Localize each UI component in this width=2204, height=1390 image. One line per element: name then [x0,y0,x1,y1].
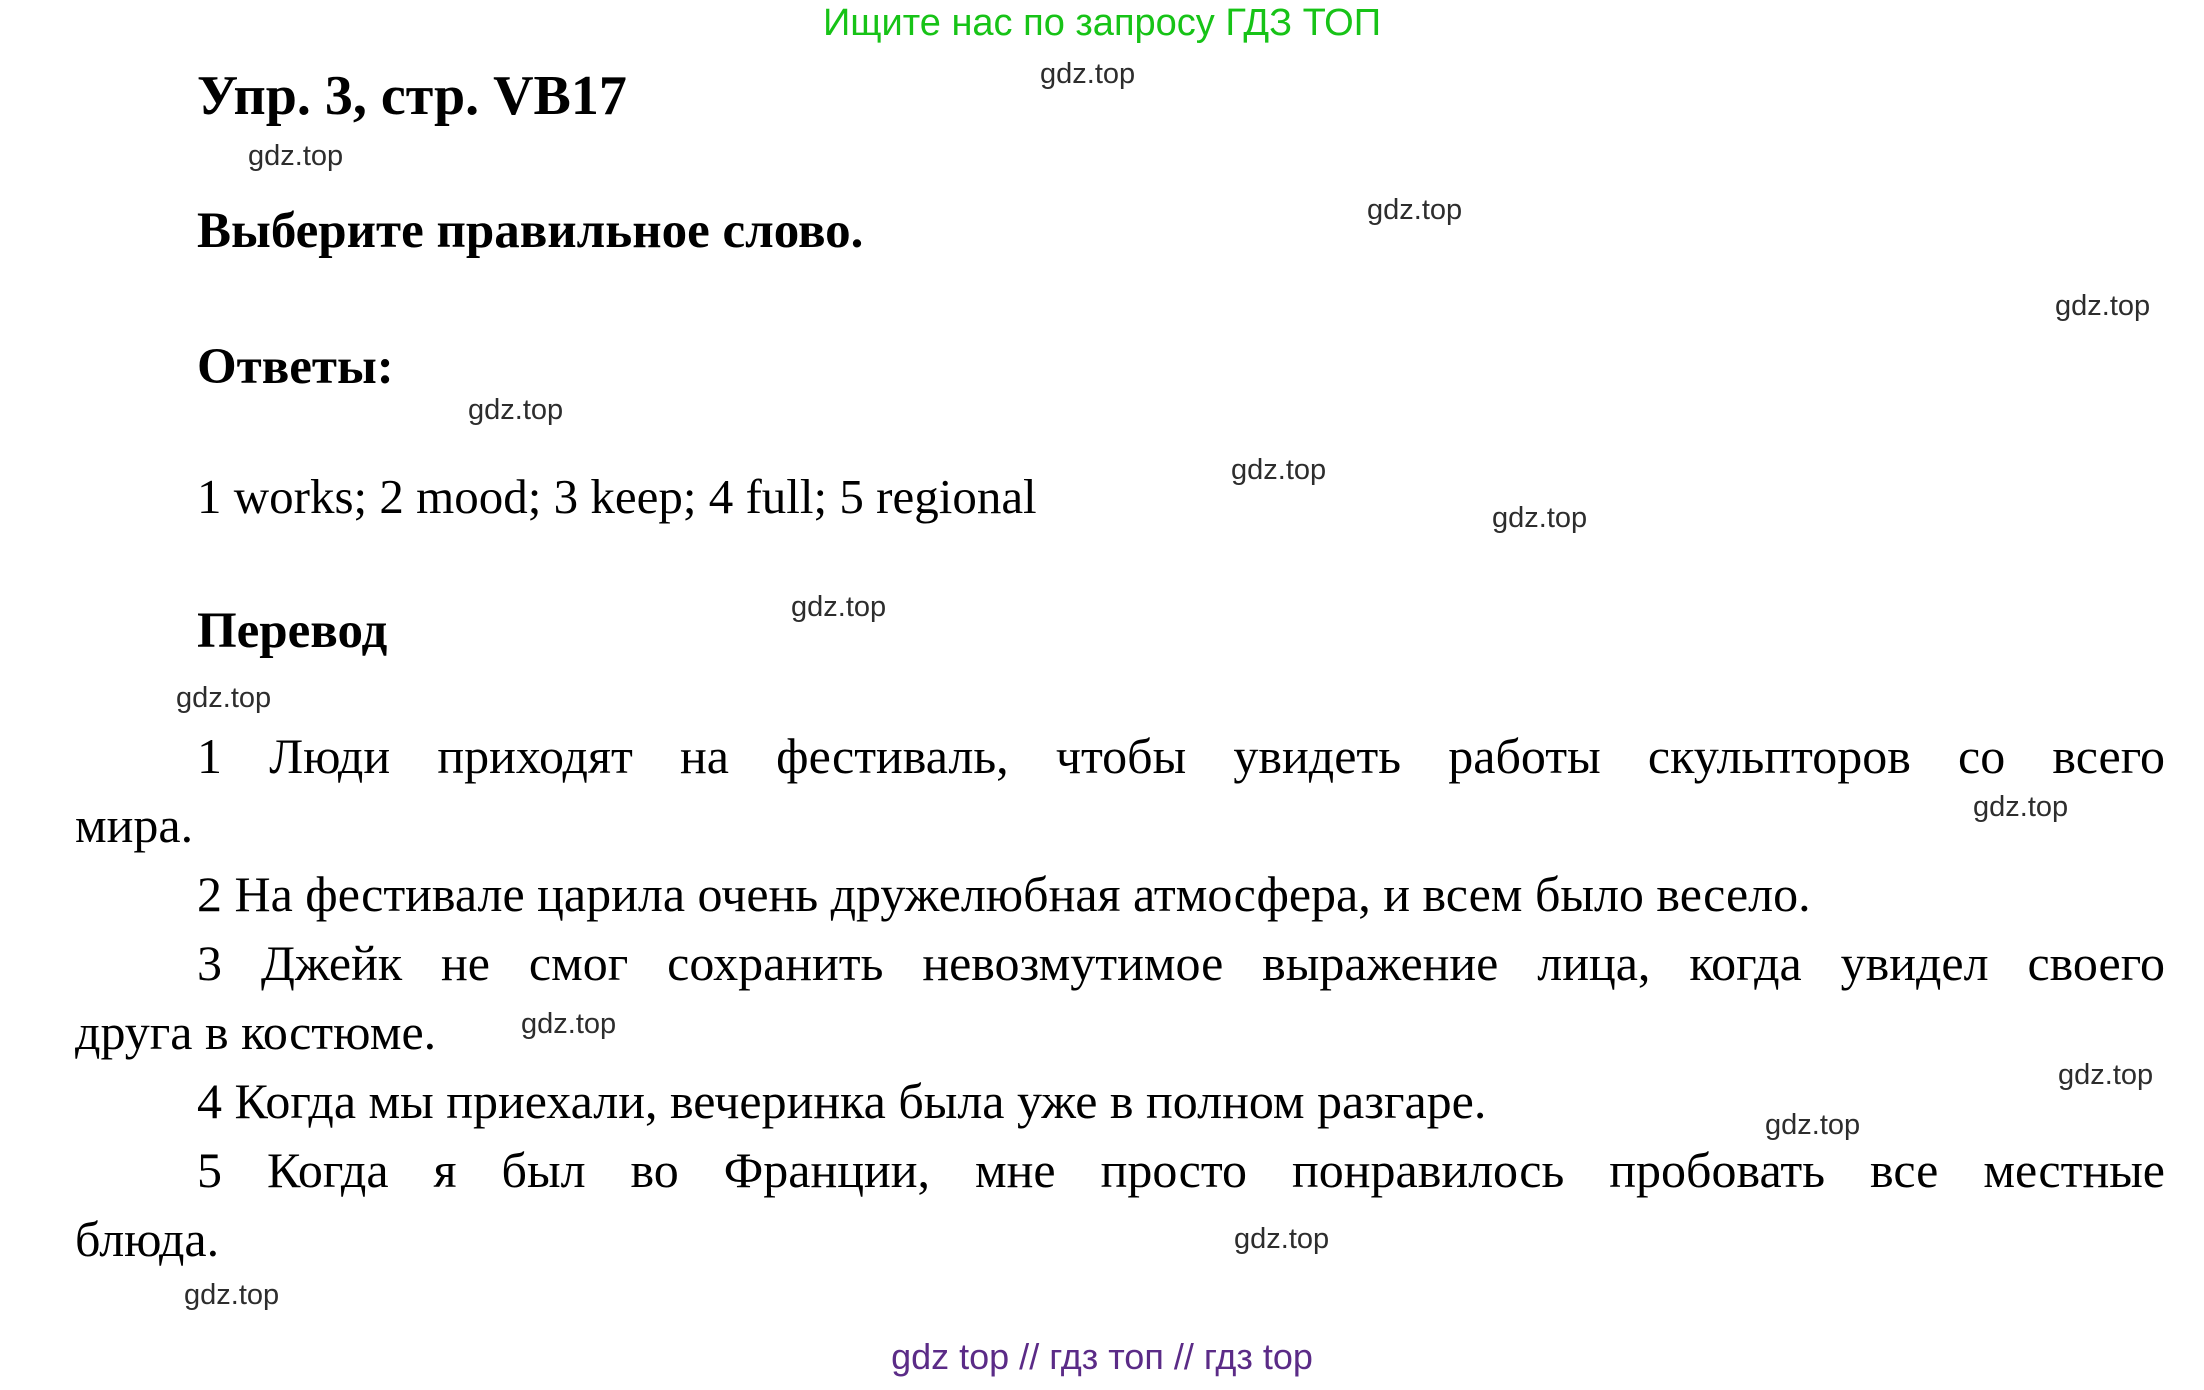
gdz-watermark: gdz.top [468,394,564,426]
gdz-watermark: gdz.top [248,140,344,172]
gdz-watermark: gdz.top [1231,454,1327,486]
translation-line: 5 Когда я был во Франции, мне просто понравилось пробовать все местные [197,1142,2165,1198]
exercise-title: Упр. 3, стр. VB17 [197,65,627,127]
gdz-watermark: gdz.top [2058,1059,2154,1091]
translation-label: Перевод [197,603,388,659]
translation-line: мира. [75,797,194,853]
answers-label: Ответы: [197,339,394,395]
translation-line: 3 Джейк не смог сохранить невозмутимое выражение лица, когда увидел своего [197,935,2165,991]
answers-text: 1 works; 2 mood; 3 keep; 4 full; 5 regional [197,469,1037,524]
translation-line: 4 Когда мы приехали, вечеринка была уже в полном разгаре. [197,1073,1487,1129]
gdz-watermark: gdz.top [1765,1109,1861,1141]
gdz-watermark: gdz.top [184,1279,280,1311]
translation-paragraphs [75,722,2165,1274]
gdz-watermark: gdz.top [791,591,887,623]
translation-line: 2 На фестивале царила очень дружелюбная атмосфера, и всем было весело. [197,866,1811,922]
gdz-watermark: gdz.top [1973,791,2069,823]
footer-links[interactable]: gdz top // гдз топ // гдз top [891,1336,1313,1377]
gdz-watermark: gdz.top [1492,502,1588,534]
translation-line: друга в костюме. [75,1004,437,1060]
gdz-watermark: gdz.top [2055,290,2151,322]
translation-line: блюда. [75,1211,220,1267]
translation-line: 1 Люди приходят на фестиваль, чтобы увидеть работы скульпторов со всего [197,728,2165,784]
gdz-watermark: gdz.top [1234,1223,1330,1255]
promo-banner: Ищите нас по запросу ГДЗ ТОП [822,2,1382,44]
task-heading: Выберите правильное слово. [197,203,864,259]
gdz-watermark: gdz.top [1040,58,1136,90]
gdz-watermark: gdz.top [1367,194,1463,226]
gdz-watermark: gdz.top [521,1008,617,1040]
gdz-watermark: gdz.top [176,682,272,714]
